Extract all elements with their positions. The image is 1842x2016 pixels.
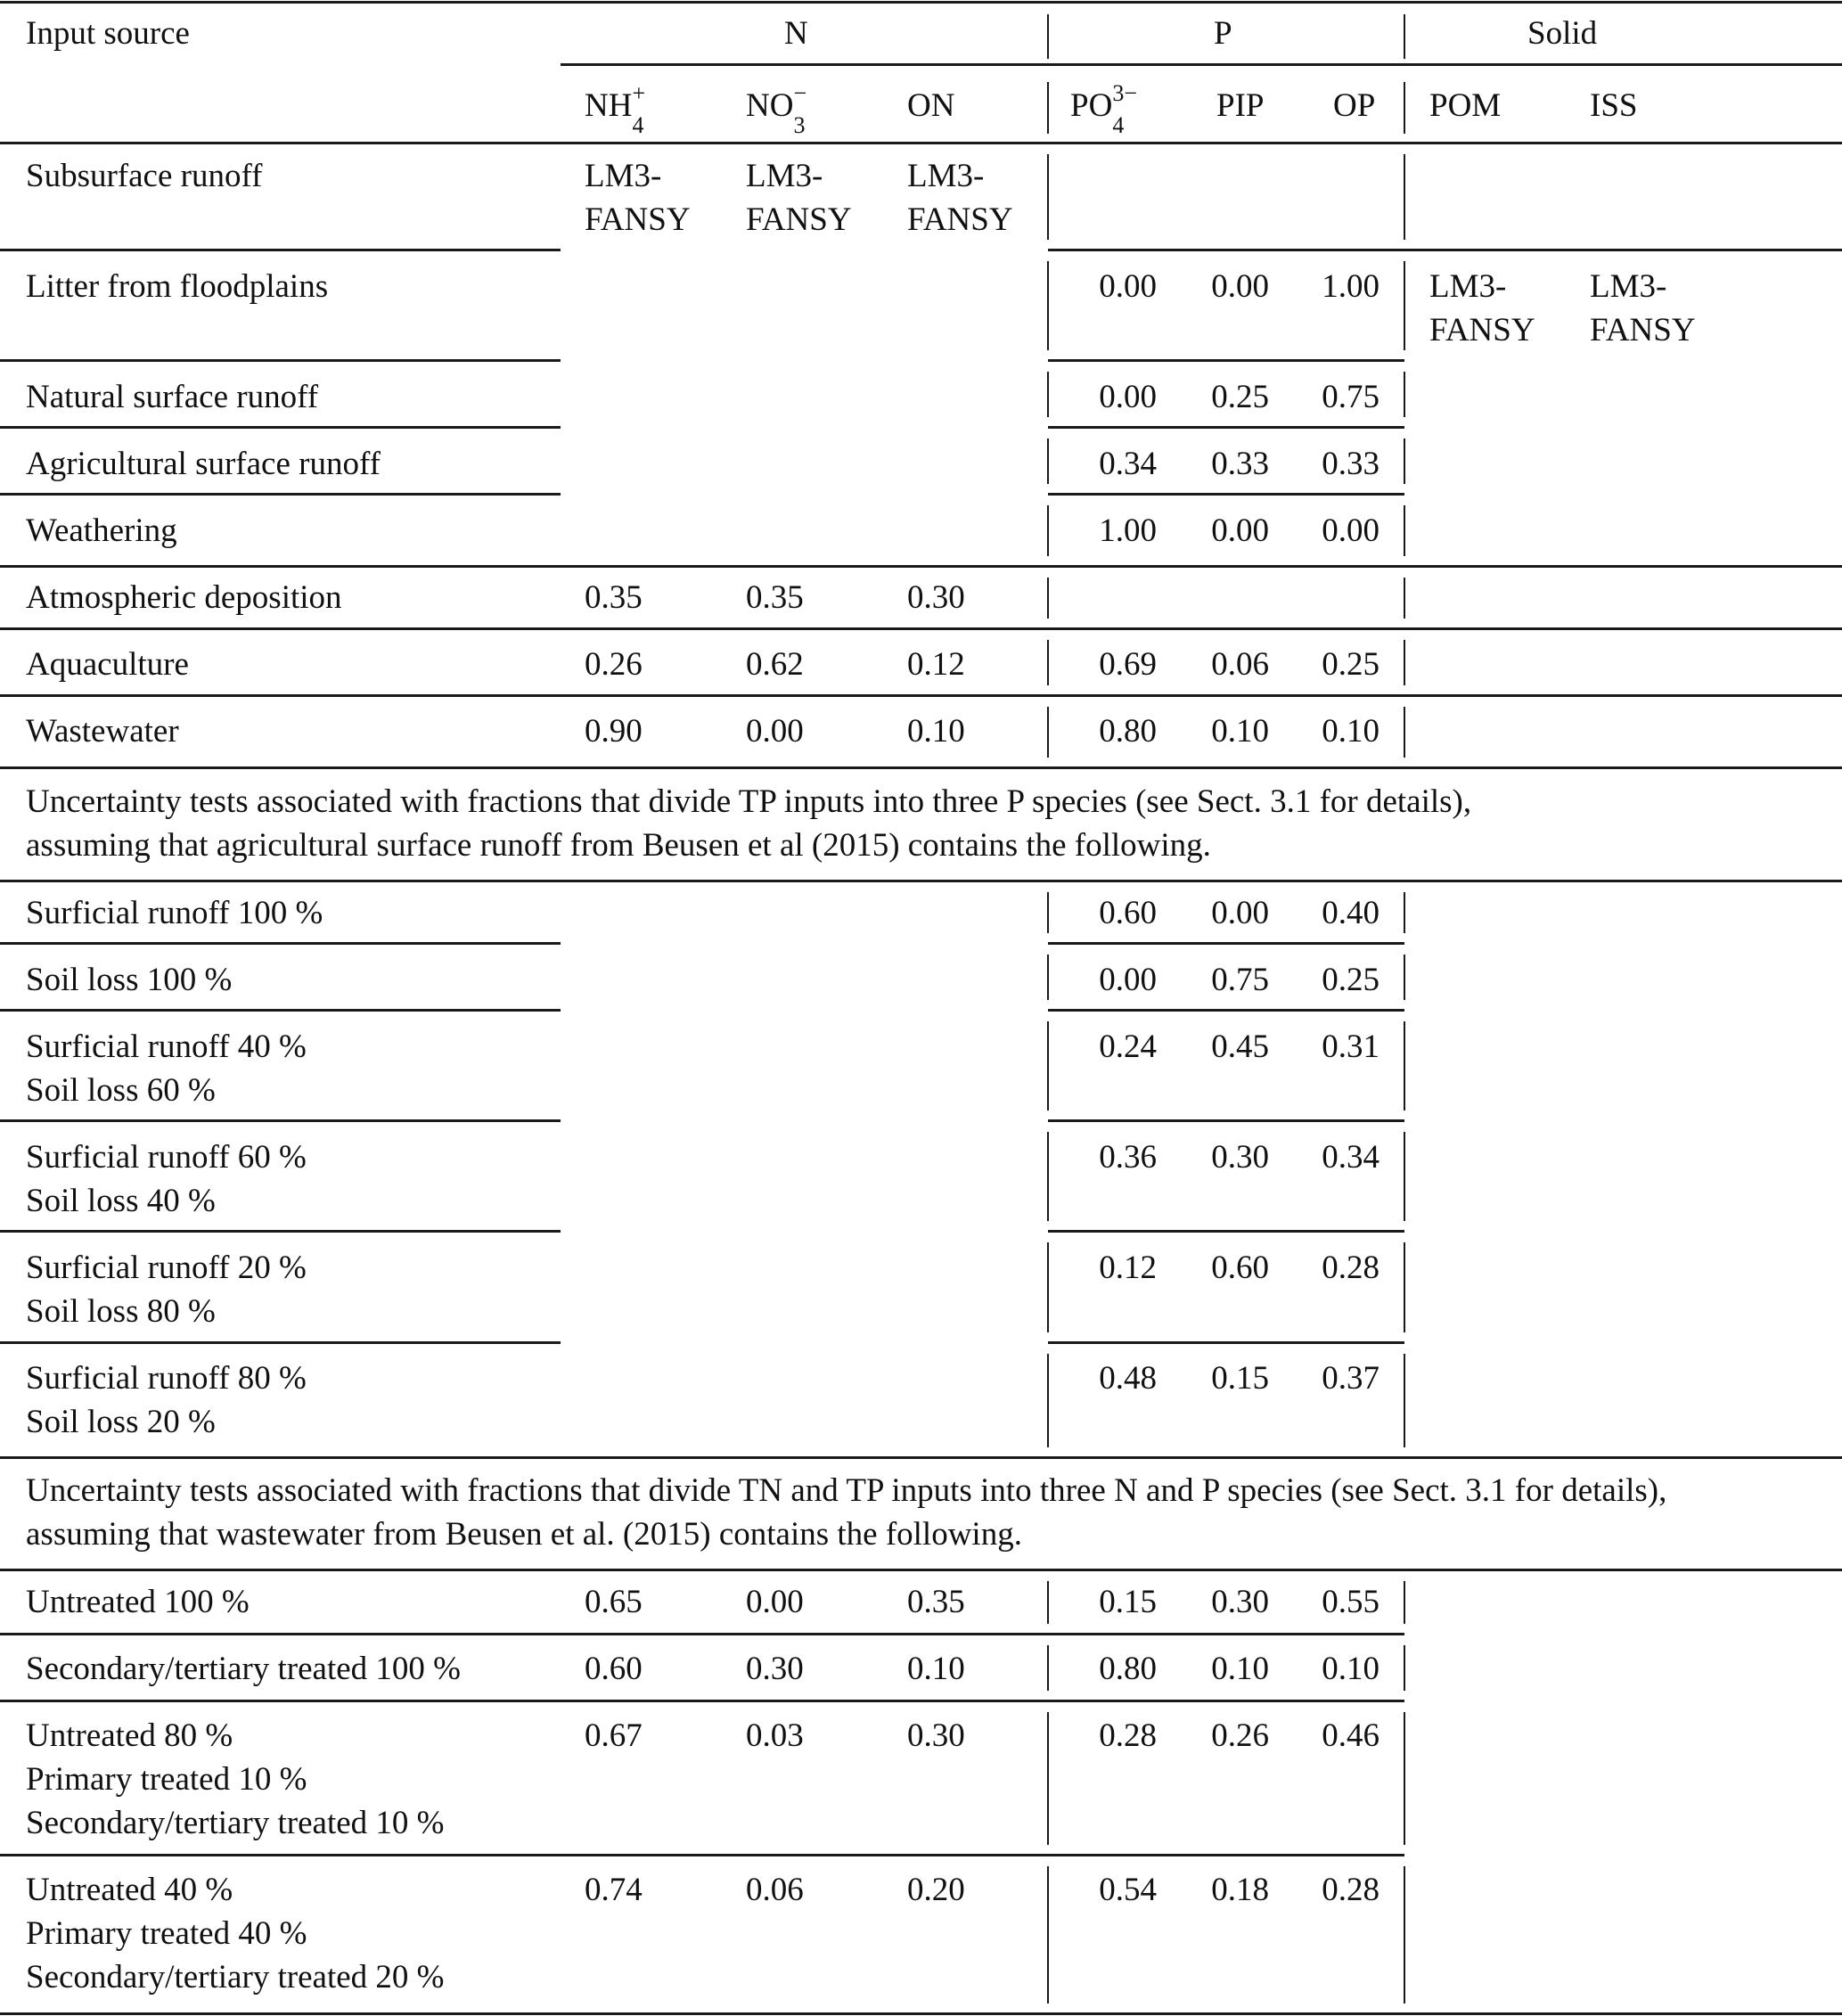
row-rule <box>1048 1230 1404 1233</box>
cell-op: 0.31 <box>1322 1028 1379 1065</box>
cell-pip: 0.30 <box>1211 1584 1269 1620</box>
divider <box>1404 438 1405 484</box>
cell-po4: 0.00 <box>1099 379 1157 415</box>
row-label: Soil loss 80 % <box>26 1293 216 1330</box>
row-label: Atmospheric deposition <box>26 579 342 616</box>
divider <box>1047 82 1049 134</box>
cell-pip: 0.00 <box>1211 512 1269 549</box>
row-rule <box>0 1700 1404 1702</box>
cell-pip: 0.15 <box>1211 1360 1269 1397</box>
cell-no3: 0.30 <box>746 1651 804 1687</box>
cell-pip: 0.06 <box>1211 646 1269 683</box>
cell-op: 0.46 <box>1322 1717 1379 1754</box>
cell-pip: 0.00 <box>1211 895 1269 931</box>
divider <box>1404 1354 1405 1447</box>
row-label: Wastewater <box>26 713 179 750</box>
row-rule <box>0 1854 1404 1856</box>
divider <box>1047 1581 1049 1624</box>
divider <box>1047 1132 1049 1221</box>
divider <box>1404 640 1405 685</box>
divider <box>1047 578 1049 619</box>
row-rule <box>0 1569 1842 1571</box>
cell-nh4: 0.60 <box>585 1651 643 1687</box>
cell-pip: 0.60 <box>1211 1250 1269 1286</box>
cell-po4: 0.00 <box>1099 962 1157 998</box>
cell-on: 0.12 <box>907 646 965 683</box>
cell-op: 0.25 <box>1322 646 1379 683</box>
cell-po4: 0.80 <box>1099 713 1157 750</box>
row-rule <box>0 493 561 496</box>
cell-pip: 0.45 <box>1211 1028 1269 1065</box>
cell-po4: 0.36 <box>1099 1139 1157 1176</box>
divider <box>1047 1866 1049 2004</box>
cell-po4: 0.12 <box>1099 1250 1157 1286</box>
divider <box>1047 372 1049 417</box>
cell-nh4: LM3- <box>585 158 662 194</box>
cell-po4: 0.34 <box>1099 446 1157 482</box>
row-rule <box>1048 1119 1404 1122</box>
cell-nh4: 0.67 <box>585 1717 643 1754</box>
cell-on: 0.10 <box>907 1651 965 1687</box>
cell-op: 0.75 <box>1322 379 1379 415</box>
cell-op: 0.28 <box>1322 1250 1379 1286</box>
section-note: assuming that wastewater from Beusen et al. (2015) contains the following. <box>26 1516 1022 1553</box>
divider <box>1047 1242 1049 1332</box>
divider <box>1047 14 1049 59</box>
divider <box>1404 1645 1405 1691</box>
cell-pip: 0.26 <box>1211 1717 1269 1754</box>
cell-pom: FANSY <box>1429 312 1535 348</box>
header-group-solid: Solid <box>1527 15 1598 52</box>
cell-pip: 0.18 <box>1211 1872 1269 1908</box>
row-rule <box>1048 249 1842 251</box>
divider <box>1404 14 1405 59</box>
col-on: ON <box>907 87 955 124</box>
col-pom: POM <box>1429 87 1502 124</box>
cell-po4: 0.48 <box>1099 1360 1157 1397</box>
divider <box>1404 261 1405 350</box>
divider <box>1047 505 1049 556</box>
row-rule <box>0 249 561 251</box>
cell-op: 0.10 <box>1322 713 1379 750</box>
row-rule <box>0 359 561 362</box>
divider <box>1047 707 1049 758</box>
cell-po4: 0.15 <box>1099 1584 1157 1620</box>
cell-no3: 0.03 <box>746 1717 804 1754</box>
cell-op: 0.33 <box>1322 446 1379 482</box>
cell-on: 0.30 <box>907 579 965 616</box>
cell-op: 0.55 <box>1322 1584 1379 1620</box>
cell-iss: FANSY <box>1590 312 1696 348</box>
section-note: assuming that agricultural surface runoff from Beusen et al (2015) contains the following. <box>26 827 1211 864</box>
row-label: Soil loss 40 % <box>26 1183 216 1219</box>
row-label: Primary treated 10 % <box>26 1761 307 1798</box>
row-label: Soil loss 20 % <box>26 1404 216 1440</box>
divider <box>1404 505 1405 556</box>
cell-no3: 0.00 <box>746 713 804 750</box>
cell-nh4: FANSY <box>585 201 691 238</box>
cell-on: FANSY <box>907 201 1013 238</box>
row-label: Untreated 80 % <box>26 1717 233 1754</box>
cell-pip: 0.10 <box>1211 1651 1269 1687</box>
cell-pip: 0.10 <box>1211 713 1269 750</box>
col-po4: PO 3− 4 <box>1070 80 1137 138</box>
top-rule <box>0 1 1842 4</box>
cell-on: 0.35 <box>907 1584 965 1620</box>
header-group-p: P <box>1214 15 1232 52</box>
row-label: Soil loss 60 % <box>26 1072 216 1109</box>
section-note: Uncertainty tests associated with fractions that divide TN and TP inputs into three N and P species (see Sect. 3.1 for details), <box>26 1472 1667 1509</box>
row-rule <box>0 1341 561 1344</box>
row-rule <box>0 1633 1404 1635</box>
header-input-source: Input source <box>26 15 190 52</box>
group-rule <box>561 63 1842 66</box>
cell-nh4: 0.35 <box>585 579 643 616</box>
row-label: Litter from floodplains <box>26 268 329 305</box>
divider <box>1404 955 1405 1000</box>
divider <box>1047 154 1049 240</box>
divider <box>1047 640 1049 685</box>
row-label: Natural surface runoff <box>26 379 319 415</box>
cell-po4: 0.24 <box>1099 1028 1157 1065</box>
cell-pip: 0.00 <box>1211 268 1269 305</box>
row-label: Secondary/tertiary treated 10 % <box>26 1805 445 1841</box>
divider <box>1404 1132 1405 1221</box>
row-label: Surficial runoff 80 % <box>26 1360 307 1397</box>
cell-nh4: 0.26 <box>585 646 643 683</box>
cell-no3: LM3- <box>746 158 823 194</box>
row-label: Surficial runoff 100 % <box>26 895 323 931</box>
cell-pip: 0.25 <box>1211 379 1269 415</box>
divider <box>1047 261 1049 350</box>
row-label: Surficial runoff 60 % <box>26 1139 307 1176</box>
cell-op: 1.00 <box>1322 268 1379 305</box>
col-op: OP <box>1333 87 1376 124</box>
col-no3: NO − 3 <box>746 80 807 138</box>
cell-po4: 1.00 <box>1099 512 1157 549</box>
row-rule <box>0 880 1842 882</box>
cell-op: 0.00 <box>1322 512 1379 549</box>
divider <box>1404 1866 1405 2004</box>
cell-no3: 0.06 <box>746 1872 804 1908</box>
divider <box>1047 1354 1049 1447</box>
header-rule <box>0 142 1842 144</box>
divider <box>1047 1645 1049 1691</box>
cell-op: 0.37 <box>1322 1360 1379 1397</box>
row-rule <box>1048 493 1404 496</box>
cell-op: 0.40 <box>1322 895 1379 931</box>
divider <box>1404 1581 1405 1624</box>
row-rule <box>0 1009 561 1012</box>
cell-no3: 0.62 <box>746 646 804 683</box>
row-label: Surficial runoff 20 % <box>26 1250 307 1286</box>
row-label: Subsurface runoff <box>26 158 263 194</box>
cell-pip: 0.33 <box>1211 446 1269 482</box>
cell-po4: 0.80 <box>1099 1651 1157 1687</box>
divider <box>1047 1021 1049 1110</box>
row-label: Secondary/tertiary treated 100 % <box>26 1651 461 1687</box>
row-rule <box>1048 426 1404 429</box>
row-rule <box>0 766 1842 769</box>
divider <box>1404 578 1405 619</box>
row-label: Weathering <box>26 512 177 549</box>
row-rule <box>0 2012 1842 2015</box>
cell-op: 0.10 <box>1322 1651 1379 1687</box>
col-pip: PIP <box>1216 87 1265 124</box>
cell-po4: 0.28 <box>1099 1717 1157 1754</box>
cell-on: 0.10 <box>907 713 965 750</box>
cell-pom: LM3- <box>1429 268 1507 305</box>
divider <box>1404 1021 1405 1110</box>
row-label: Secondary/tertiary treated 20 % <box>26 1959 445 1996</box>
cell-op: 0.34 <box>1322 1139 1379 1176</box>
divider <box>1404 707 1405 758</box>
row-rule <box>0 942 561 945</box>
row-rule <box>0 627 1842 630</box>
cell-po4: 0.54 <box>1099 1872 1157 1908</box>
row-label: Primary treated 40 % <box>26 1915 307 1952</box>
divider <box>1047 955 1049 1000</box>
cell-nh4: 0.90 <box>585 713 643 750</box>
cell-po4: 0.00 <box>1099 268 1157 305</box>
cell-on: 0.20 <box>907 1872 965 1908</box>
cell-no3: FANSY <box>746 201 852 238</box>
row-label: Soil loss 100 % <box>26 962 233 998</box>
row-label: Untreated 40 % <box>26 1872 233 1908</box>
col-iss: ISS <box>1590 87 1638 124</box>
row-label: Agricultural surface runoff <box>26 446 381 482</box>
cell-op: 0.25 <box>1322 962 1379 998</box>
divider <box>1047 438 1049 484</box>
row-rule <box>0 565 1842 568</box>
row-rule <box>0 694 1842 697</box>
divider <box>1404 372 1405 417</box>
header-group-n: N <box>784 15 808 52</box>
row-rule <box>1048 1341 1404 1344</box>
col-nh4: NH + 4 <box>585 80 646 138</box>
divider <box>1404 892 1405 933</box>
cell-iss: LM3- <box>1590 268 1667 305</box>
row-rule <box>1048 1009 1404 1012</box>
cell-pip: 0.30 <box>1211 1139 1269 1176</box>
row-label: Untreated 100 % <box>26 1584 250 1620</box>
cell-po4: 0.69 <box>1099 646 1157 683</box>
cell-nh4: 0.74 <box>585 1872 643 1908</box>
cell-no3: 0.35 <box>746 579 804 616</box>
row-rule <box>1048 359 1404 362</box>
cell-on: LM3- <box>907 158 985 194</box>
cell-no3: 0.00 <box>746 1584 804 1620</box>
divider <box>1047 1712 1049 1845</box>
divider <box>1404 154 1405 240</box>
cell-po4: 0.60 <box>1099 895 1157 931</box>
row-label: Surficial runoff 40 % <box>26 1028 307 1065</box>
row-rule <box>0 1230 561 1233</box>
row-rule <box>0 426 561 429</box>
cell-nh4: 0.65 <box>585 1584 643 1620</box>
row-rule <box>1048 942 1404 945</box>
cell-pip: 0.75 <box>1211 962 1269 998</box>
cell-on: 0.30 <box>907 1717 965 1754</box>
divider <box>1404 1712 1405 1845</box>
divider <box>1047 892 1049 933</box>
divider <box>1404 1242 1405 1332</box>
divider <box>1404 82 1405 134</box>
row-label: Aquaculture <box>26 646 189 683</box>
row-rule <box>0 1456 1842 1459</box>
row-rule <box>0 1119 561 1122</box>
cell-op: 0.28 <box>1322 1872 1379 1908</box>
section-note: Uncertainty tests associated with fractions that divide TP inputs into three P species (see Sect. 3.1 for details), <box>26 783 1472 820</box>
